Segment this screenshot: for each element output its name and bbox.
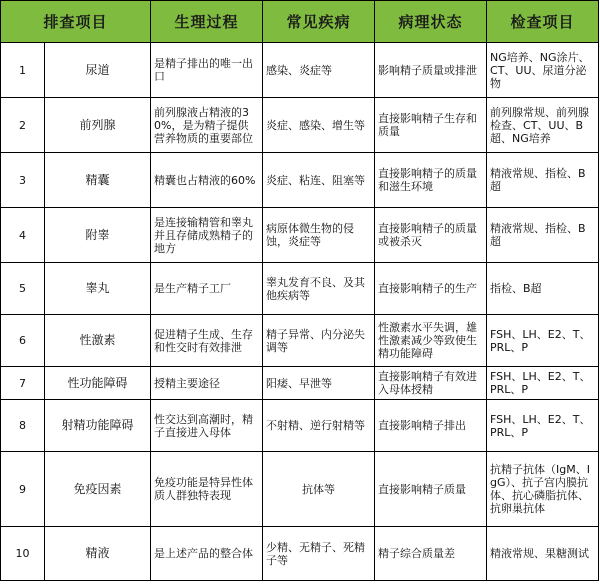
row-process: 是精子排出的唯一出口 [151, 43, 263, 98]
row-exam: 指检、B超 [487, 263, 599, 315]
header-screening-item: 排查项目 [1, 1, 151, 43]
row-number: 4 [1, 208, 45, 263]
row-state: 直接影响精子生存和质量 [375, 98, 487, 153]
row-number: 6 [1, 315, 45, 367]
row-item: 尿道 [45, 43, 151, 98]
row-item: 精液 [45, 527, 151, 581]
row-exam: FSH、LH、E2、T、PRL、P [487, 367, 599, 400]
table-row [1, 263, 599, 315]
row-exam: NG培养、NG涂片、CT、UU、尿道分泌物 [487, 43, 599, 98]
row-item: 性功能障碍 [45, 367, 151, 400]
row-disease: 阳痿、早泄等 [263, 367, 375, 400]
row-item: 射精功能障碍 [45, 400, 151, 452]
row-state: 直接影响精子有效进入母体授精 [375, 367, 487, 400]
row-number: 8 [1, 400, 45, 452]
row-item: 性激素 [45, 315, 151, 367]
table-row [1, 315, 599, 367]
row-disease: 睾丸发育不良、及其他疾病等 [263, 263, 375, 315]
row-state: 直接影响精子的质量和滋生环境 [375, 153, 487, 208]
row-disease: 不射精、逆行射精等 [263, 400, 375, 452]
header-physiological-process: 生理过程 [151, 1, 263, 43]
row-exam: 抗精子抗体（IgM、IgG）、抗子宫内膜抗体、抗心磷脂抗体、抗卵巢抗体 [487, 452, 599, 527]
row-exam: FSH、LH、E2、T、PRL、P [487, 315, 599, 367]
row-number: 2 [1, 98, 45, 153]
header-common-disease: 常见疾病 [263, 1, 375, 43]
table-row [1, 98, 599, 153]
row-process: 是生产精子工厂 [151, 263, 263, 315]
table-row [1, 208, 599, 263]
row-number: 7 [1, 367, 45, 400]
row-state: 精子综合质量差 [375, 527, 487, 581]
row-process: 是连接输精管和睾丸并且存储成熟精子的地方 [151, 208, 263, 263]
row-state: 直接影响精子质量 [375, 452, 487, 527]
row-process: 授精主要途径 [151, 367, 263, 400]
row-exam: 前列腺常规、前列腺检查、CT、UU、B超、NG培养 [487, 98, 599, 153]
row-process: 免疫功能是特异性体质人群独特表现 [151, 452, 263, 527]
header-examination-item: 检查项目 [487, 1, 599, 43]
row-exam: 精液常规、指检、B超 [487, 153, 599, 208]
row-state: 直接影响精子排出 [375, 400, 487, 452]
row-disease: 抗体等 [263, 452, 375, 527]
row-disease: 炎症、感染、增生等 [263, 98, 375, 153]
row-number: 10 [1, 527, 45, 581]
row-disease: 病原体微生物的侵蚀，炎症等 [263, 208, 375, 263]
row-process: 促进精子生成、生存和性交时有效排泄 [151, 315, 263, 367]
row-exam: FSH、LH、E2、T、PRL、P [487, 400, 599, 452]
row-item: 免疫因素 [45, 452, 151, 527]
row-number: 3 [1, 153, 45, 208]
row-disease: 感染、炎症等 [263, 43, 375, 98]
row-exam: 精液常规、指检、B超 [487, 208, 599, 263]
row-process: 是上述产品的整合体 [151, 527, 263, 581]
row-state: 直接影响精子的生产 [375, 263, 487, 315]
row-number: 9 [1, 452, 45, 527]
table-row [1, 400, 599, 452]
row-state: 影响精子质量或排泄 [375, 43, 487, 98]
table-row [1, 527, 599, 581]
row-disease: 少精、无精子、死精子等 [263, 527, 375, 581]
table-row [1, 43, 599, 98]
row-disease: 炎症、粘连、阻塞等 [263, 153, 375, 208]
row-number: 5 [1, 263, 45, 315]
row-item: 精囊 [45, 153, 151, 208]
row-state: 性激素水平失调，雄性激素减少等致使生精功能障碍 [375, 315, 487, 367]
table-row [1, 367, 599, 400]
row-process: 性交达到高潮时，精子直接进入母体 [151, 400, 263, 452]
header-pathological-state: 病理状态 [375, 1, 487, 43]
row-disease: 精子异常、内分泌失调等 [263, 315, 375, 367]
table-row [1, 153, 599, 208]
row-item: 睾丸 [45, 263, 151, 315]
row-number: 1 [1, 43, 45, 98]
row-exam: 精液常规、果糖测试 [487, 527, 599, 581]
table-row [1, 452, 599, 527]
header-row [1, 1, 599, 43]
row-state: 直接影响精子的质量或被杀灭 [375, 208, 487, 263]
row-process: 前列腺液占精液的30%，是为精子提供营养物质的重要部位 [151, 98, 263, 153]
row-item: 附睾 [45, 208, 151, 263]
row-item: 前列腺 [45, 98, 151, 153]
row-process: 精囊也占精液的60% [151, 153, 263, 208]
